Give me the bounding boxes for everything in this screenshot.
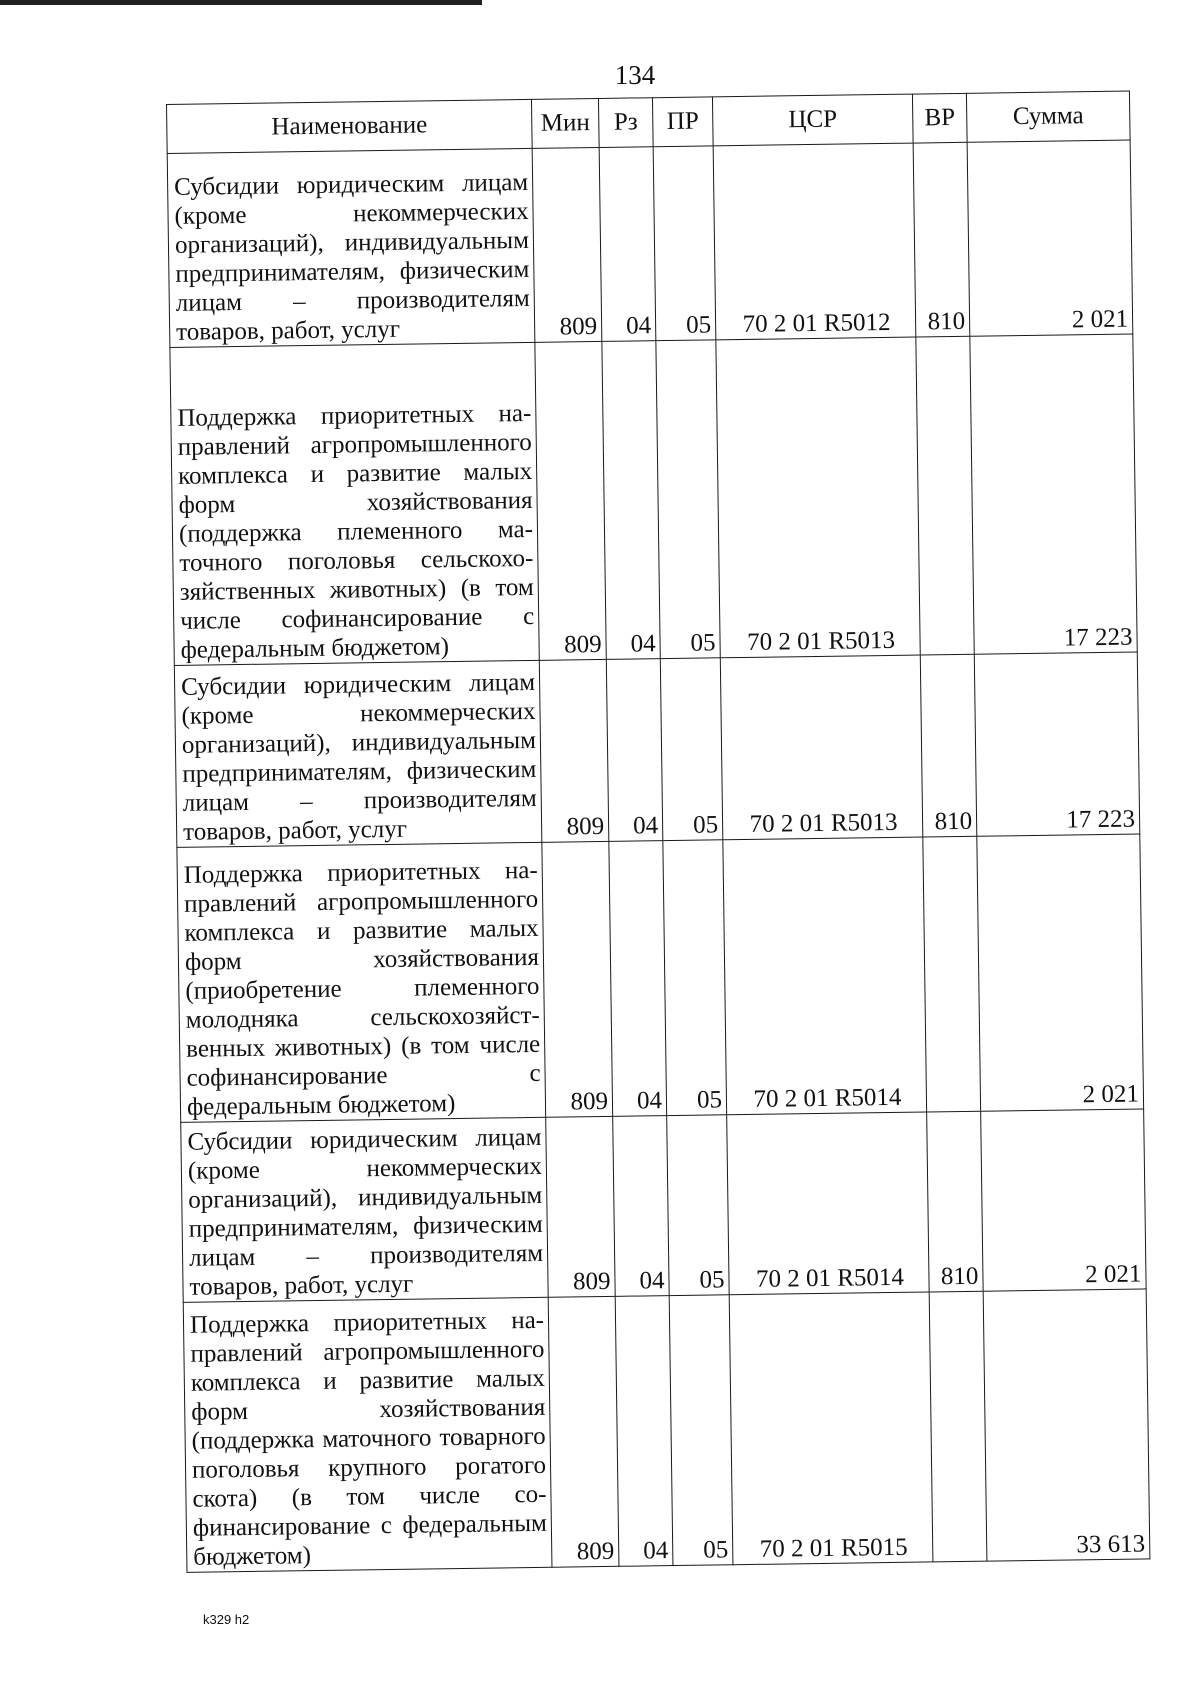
row-name: Субсидии юридическим лицам (кроме некоммерческих организаций), индивидуальным предпринимателям, физическим лицам – производителям товаров, работ, услуг — [181, 1117, 548, 1302]
row-rz: 04 — [599, 147, 656, 342]
row-name: Поддержка приоритетных направлений агропромышленного комплекса и развитие малых форм хозяйствования (приобретение племенного молодняка сельскохозяйственных животных) (в том числе софинансирование с федеральным бюджетом) — [177, 842, 546, 1122]
table-row — [177, 834, 1144, 1122]
row-csr: 70 2 01 R5013 — [720, 655, 923, 840]
row-csr: 70 2 01 R5015 — [729, 1292, 933, 1565]
row-name: Субсидии юридическим лицам (кроме некоммерческих организаций), индивидуальным предпринимателям, физическим лицам – производителям товаров, работ, услуг — [174, 660, 542, 847]
row-pr: 05 — [667, 1115, 730, 1296]
row-vr — [929, 1291, 987, 1562]
row-pr: 05 — [669, 1295, 733, 1566]
table-row — [174, 652, 1139, 847]
header-name: Наименование — [167, 99, 533, 153]
row-sum: 17 223 — [970, 334, 1137, 654]
row-rz: 04 — [613, 1116, 670, 1297]
table-row — [183, 1289, 1150, 1572]
row-pr: 05 — [663, 840, 727, 1116]
budget-table — [166, 91, 1150, 1573]
row-vr: 810 — [913, 142, 970, 337]
row-name: Поддержка приоритетных направлений агропромышленного комплекса и развитие малых форм хозяйствования (поддержка племенного маточного поголовья сельскохозяйственных животных) (в том числе софинансирование с федеральным бюджетом) — [170, 342, 539, 665]
row-rz: 04 — [606, 659, 663, 842]
row-sum: 2 021 — [977, 834, 1144, 1111]
row-sum: 33 613 — [983, 1289, 1150, 1561]
row-sum: 17 223 — [974, 652, 1140, 836]
table-row — [170, 334, 1137, 665]
header-csr: ЦСР — [712, 94, 913, 146]
row-pr: 05 — [660, 658, 723, 841]
row-min: 809 — [546, 1116, 616, 1297]
header-rz: Рз — [598, 98, 653, 148]
header-min: Мин — [531, 98, 599, 148]
row-vr: 810 — [927, 1111, 984, 1292]
table-row — [181, 1109, 1146, 1302]
row-min: 809 — [539, 659, 609, 842]
row-pr: 05 — [653, 146, 716, 341]
header-sum: Сумма — [966, 91, 1130, 142]
row-vr: 810 — [920, 654, 977, 837]
row-pr: 05 — [656, 340, 720, 659]
row-csr: 70 2 01 R5013 — [716, 337, 920, 658]
row-vr — [923, 836, 981, 1112]
row-csr: 70 2 01 R5012 — [713, 143, 916, 340]
row-csr: 70 2 01 R5014 — [727, 1112, 929, 1295]
row-rz: 04 — [615, 1296, 673, 1567]
row-min: 809 — [532, 147, 602, 342]
header-pr: ПР — [652, 97, 713, 147]
table-row — [167, 140, 1133, 347]
row-name: Субсидии юридическим лицам (кроме некоммерческих организаций), индивидуальным предпринимателям, физическим лицам – производителям товаров, работ, услуг — [167, 148, 535, 347]
row-rz: 04 — [602, 341, 660, 660]
row-sum: 2 021 — [981, 1109, 1146, 1291]
row-csr: 70 2 01 R5014 — [723, 837, 927, 1115]
row-min: 809 — [535, 341, 606, 660]
page-number: 134 — [614, 60, 656, 90]
footer-code: k329 h2 — [203, 1612, 250, 1627]
row-min: 809 — [548, 1296, 619, 1567]
header-vr: ВР — [912, 93, 967, 143]
row-rz: 04 — [609, 841, 667, 1117]
top-rule — [0, 0, 482, 5]
row-sum: 2 021 — [967, 140, 1133, 336]
row-vr — [916, 336, 974, 655]
row-min: 809 — [542, 841, 613, 1117]
row-name: Поддержка приоритетных направлений агропромышленного комплекса и развитие малых форм хозяйствования (поддержка маточного товарного поголовья крупного рогатого скота) (в том числе софинансирование с федеральным бюджетом) — [183, 1297, 552, 1572]
